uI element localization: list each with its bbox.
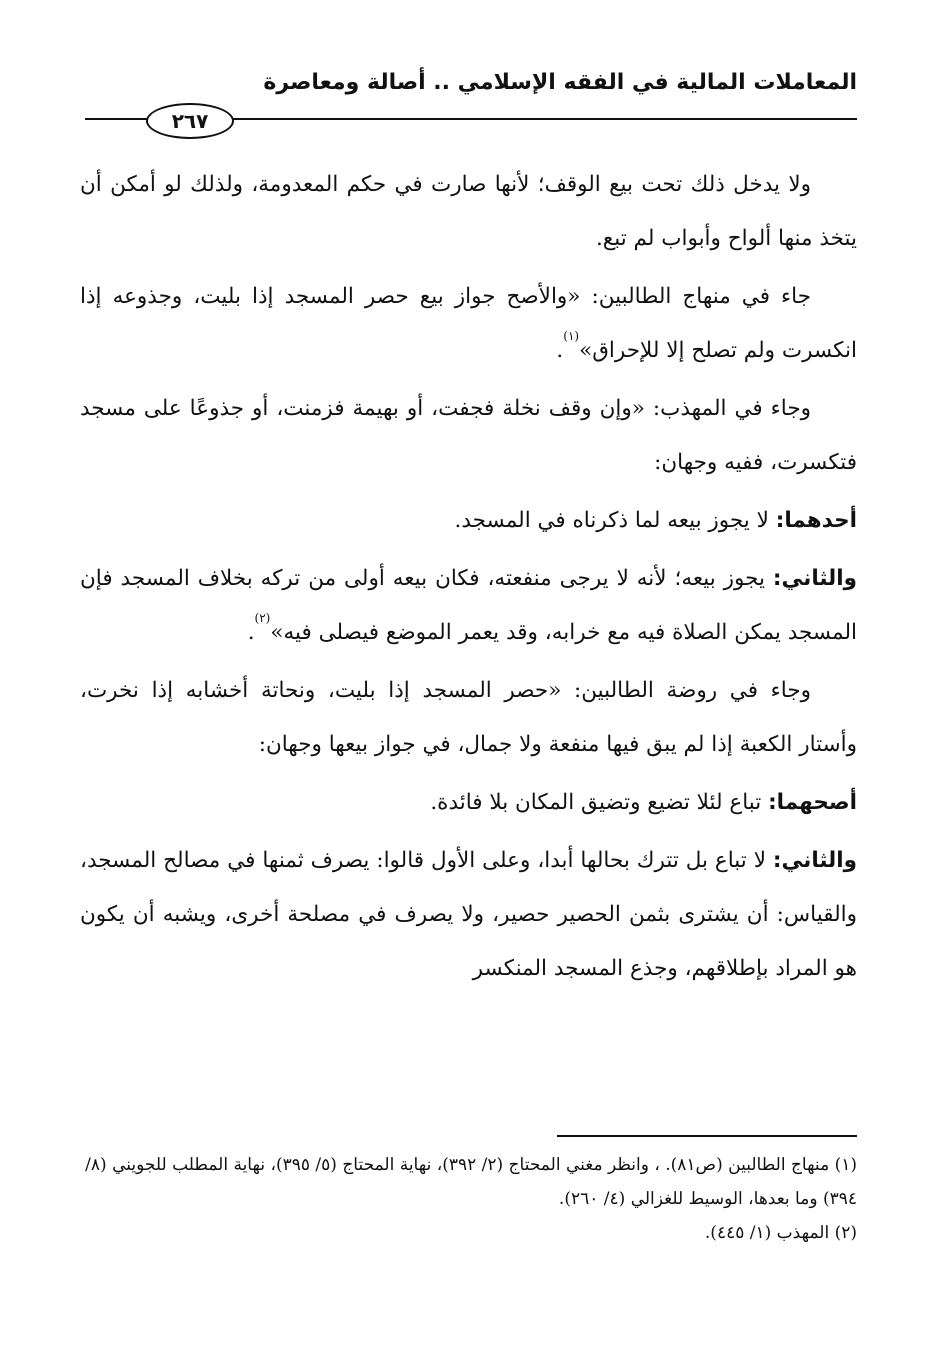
paragraph xyxy=(80,270,857,378)
paragraph-text: جاء في منهاج الطالبين: «والأصح جواز بيع حصر المسجد إذا بليت، وجذوعه إذا انكسرت ولم تصلح إلا للإحراق» xyxy=(80,284,857,363)
footnote: (١) منهاج الطالبين (ص٨١). ، وانظر مغني المحتاج (٢/ ٣٩٢)، نهاية المحتاج (٥/ ٣٩٥)، نهاية المطلب للجويني (٨/ ٣٩٤) وما بعدها، الوسيط للغزالي (٤/ ٢٦٠). xyxy=(85,1155,857,1209)
term-lead: والثاني: xyxy=(772,848,857,873)
paragraph xyxy=(80,834,857,996)
term-lead: والثاني: xyxy=(772,566,857,591)
main-text xyxy=(80,158,857,1000)
paragraph xyxy=(80,382,857,490)
paragraph-end: . xyxy=(247,620,255,645)
term-lead: أصحهما: xyxy=(768,790,857,815)
paragraph xyxy=(80,664,857,772)
paragraph-text: ولا يدخل ذلك تحت بيع الوقف؛ لأنها صارت في حكم المعدومة، ولذلك لو أمكن أن يتخذ منها ألواح وأبواب لم تبع. xyxy=(80,172,857,251)
paragraph-text: لا يجوز بيعه لما ذكرناه في المسجد. xyxy=(454,508,769,533)
paragraph-end: . xyxy=(556,338,564,363)
paragraph-text: يجوز بيعه؛ لأنه لا يرجى منفعته، فكان بيعه أولى من تركه بخلاف المسجد فإن المسجد يمكن الصلاة فيه مع خرابه، وقد يعمر الموضع فيصلى فيه» xyxy=(80,566,857,645)
footnote-ref: (١) xyxy=(563,329,580,343)
footnote-ref: (٢) xyxy=(254,611,271,625)
paragraph xyxy=(80,552,857,660)
paragraph xyxy=(80,776,857,830)
footnote: (٢) المهذب (١/ ٤٤٥). xyxy=(704,1223,857,1243)
term-lead: أحدهما: xyxy=(775,508,857,533)
paragraph xyxy=(80,494,857,548)
paragraph-text: وجاء في المهذب: «وإن وقف نخلة فجفت، أو بهيمة فزمنت، أو جذوعًا على مسجد فتكسرت، ففيه وجهان: xyxy=(80,396,857,475)
paragraph xyxy=(80,158,857,266)
paragraph-text: تباع لئلا تضيع وتضيق المكان بلا فائدة. xyxy=(430,790,762,815)
running-header: المعاملات المالية في الفقه الإسلامي .. أصالة ومعاصرة xyxy=(263,70,857,95)
page-number: ٢٦٧ xyxy=(146,103,234,139)
paragraph-text: وجاء في روضة الطالبين: «حصر المسجد إذا بليت، ونحاتة أخشابه إذا نخرت، وأستار الكعبة إذا لم يبق فيها منفعة ولا جمال، في جواز بيعها وجهان: xyxy=(80,678,857,757)
footnote-rule xyxy=(557,1135,857,1137)
footnotes xyxy=(80,1148,857,1250)
paragraph-text: لا تباع بل تترك بحالها أبدا، وعلى الأول قالوا: يصرف ثمنها في مصالح المسجد، والقياس: أن يشترى بثمن الحصير حصير، ولا يصرف في مصلحة أخرى، ويشبه أن يكون هو المراد بإطلاقهم، وجذع المسجد المنكسر xyxy=(80,848,857,981)
